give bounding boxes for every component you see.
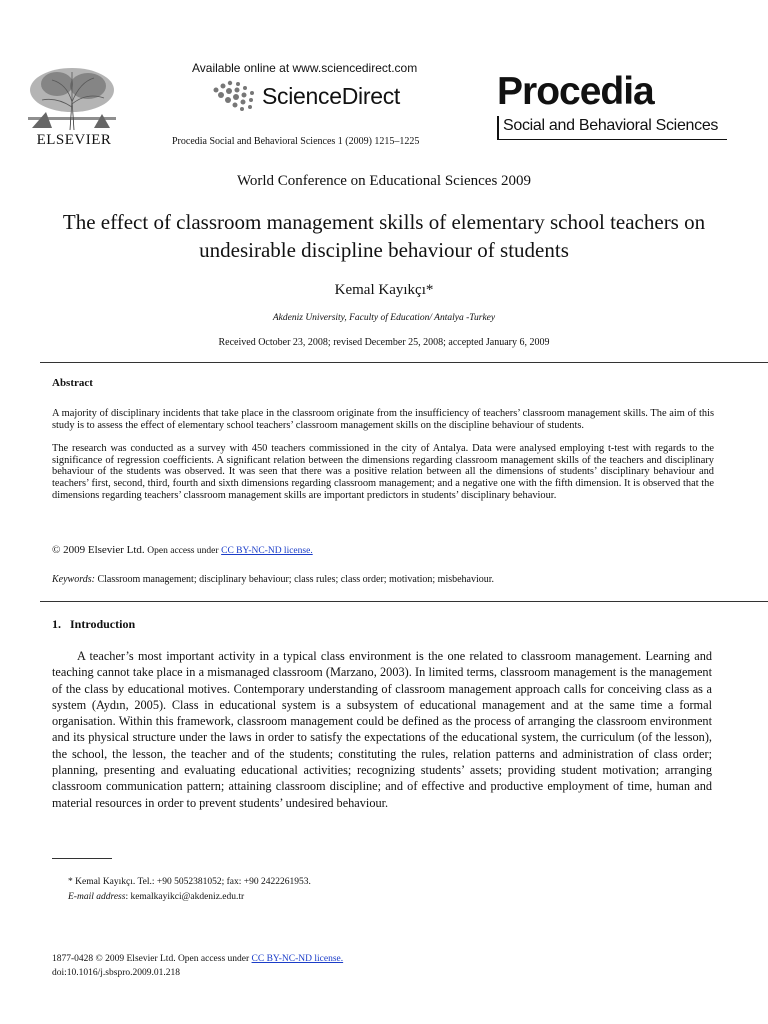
copyright-text: © 2009 Elsevier Ltd. (52, 544, 145, 556)
keywords-label: Keywords: (52, 574, 95, 585)
issn-text: 1877-0428 © 2009 Elsevier Ltd. Open access under (52, 954, 250, 964)
conference-name: World Conference on Educational Sciences 2009 (236, 173, 532, 189)
article-title: The effect of classroom management skills of elementary school teachers on undesirable discipline behaviour of students (62, 210, 706, 262)
procedia-subtitle: Social and Behavioral Sciences (503, 117, 719, 134)
elsevier-tree-logo (22, 62, 122, 132)
footnote-email (68, 892, 244, 902)
open-access-text: Open access under (147, 546, 219, 556)
intro-heading: 1. Introduction (52, 617, 136, 631)
sciencedirect-wordmark: ScienceDirect (262, 82, 400, 109)
email-label: E-mail address (68, 892, 126, 902)
abstract-paragraph: The research was conducted as a survey with 450 teachers commissioned in the city of Antalya. Data were analysed employing t-test with regards to the significance of regression coefficients. A significant relation between the dimensions regarding classroom management skills of the teachers and disciplinary behaviour of the students was observed. It was seen that there was a positive relation between all the dimensions of students’ disciplinary behaviour and teachers’ first, second, third, fourth and sixth dimensions regarding classroom management; and a negative one with the fifth dimension. It is observed that the dimensions regarding teachers’ classroom management skills are important predictors in students’ disciplinary behaviour. (52, 443, 714, 501)
keywords-text: Classroom management; disciplinary behaviour; class rules; class order; motivation; misbehaviour. (97, 574, 495, 585)
article-dates: Received October 23, 2008; revised December 25, 2008; accepted January 6, 2009 (218, 337, 550, 348)
footer-license-link[interactable]: CC BY-NC-ND license. (251, 954, 344, 964)
journal-citation: Procedia Social and Behavioral Sciences 1 (2009) 1215–1225 (172, 136, 420, 147)
keywords (52, 574, 494, 585)
author-affiliation: Akdeniz University, Faculty of Education/ Antalya -Turkey (272, 313, 496, 323)
section-divider (40, 601, 768, 602)
section-divider (40, 362, 768, 363)
email-value: : kemalkayikci@akdeniz.edu.tr (125, 892, 245, 902)
abstract-paragraph: A majority of disciplinary incidents that take place in the classroom originate from the insufficiency of teachers’ classroom management skills. The aim of this study is to assess the effect of elementary school teachers’ classroom management skills on the discipline behaviour of students. (52, 408, 714, 431)
procedia-divider (497, 139, 727, 140)
footer-doi: doi:10.1016/j.sbspro.2009.01.218 (52, 968, 180, 978)
footnote-divider (52, 858, 112, 859)
abstract-heading: Abstract (52, 377, 93, 389)
sciencedirect-dots-icon (212, 80, 258, 112)
procedia-title: Procedia (497, 70, 654, 113)
abstract-license (52, 545, 714, 558)
license-link[interactable]: CC BY-NC-ND license. (221, 546, 313, 556)
available-online-text: Available online at www.sciencedirect.com (192, 61, 418, 75)
footnote-contact: * Kemal Kayıkçı. Tel.: +90 5052381052; fax: +90 2422261953. (68, 877, 311, 887)
sciencedirect-logo (212, 80, 400, 112)
intro-paragraph: A teacher’s most important activity in a typical class environment is the one related to classroom management. Learning and teaching cannot take place in a mismanaged classroom (Marzano, 2003). In limited terms, classroom management is the management of the class by educational motives. Contemporary understanding of classroom management approach calls for conceiving class as a system (Aydın, 2005). Class in educational system is a subsystem of educational management and at the same time a formal organisation. Within this framework, classroom management could be defined as the process of arranging the classroom environment and its physical structure under the laws in order to satisfy the expectations of the educational system, the curriculum (of the lesson), the school, the lesson, the teacher and of the students; constituting the rules, relation patterns and administration of class order; planning, presenting and evaluating educational activities; recognizing students’ assets; providing student motivation; arranging classroom communication pattern; attaining classroom discipline; and of effective and productive employment of time, human and material resources in order to prevent students’ undesired behaviour. (52, 649, 712, 810)
procedia-divider (497, 116, 499, 140)
elsevier-wordmark: ELSEVIER (36, 132, 112, 148)
footer-license (52, 954, 343, 964)
author-name: Kemal Kayıkçı* (334, 282, 434, 298)
